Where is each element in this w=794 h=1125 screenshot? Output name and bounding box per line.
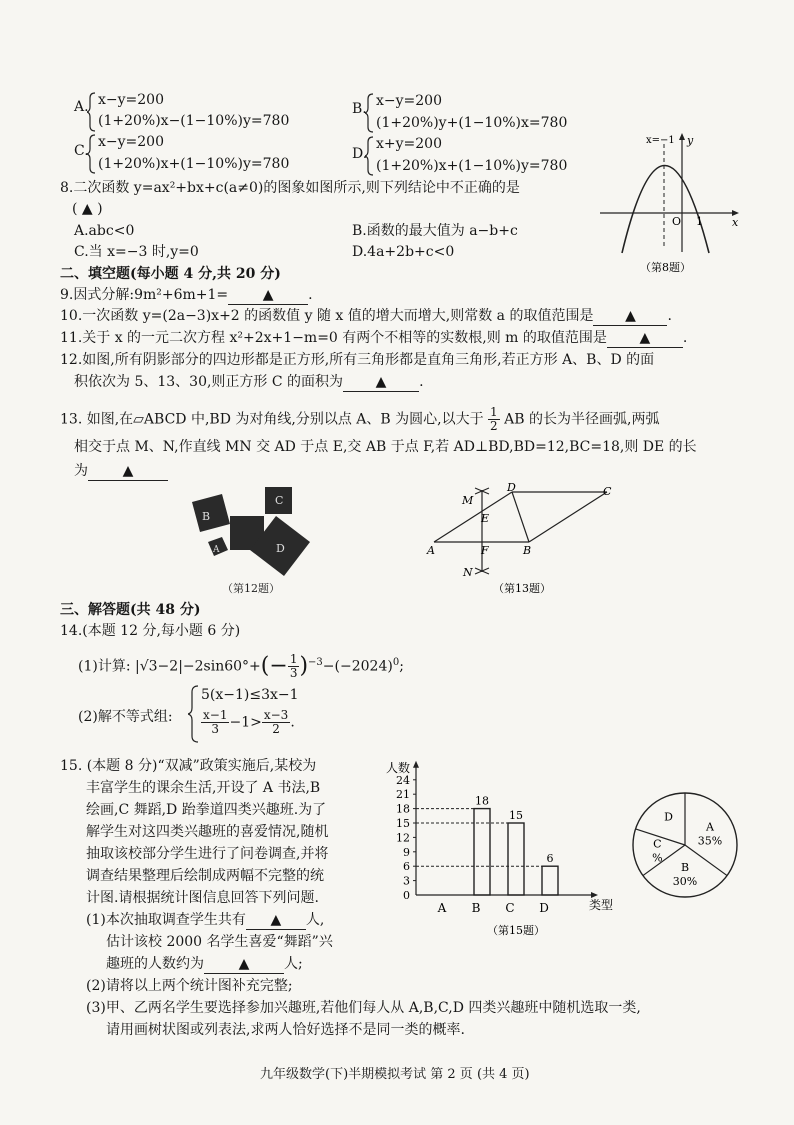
q8-option-c: C.当 x=−3 时,y=0 (74, 244, 199, 260)
bar-category-label: B (471, 901, 481, 915)
q13-line2: 相交于点 M、N,作直线 MN 交 AD 于点 E,交 AB 于点 F,若 AD⊥BD,BD=12,BC=18,则 DE 的长 (74, 439, 697, 455)
bar-ytick-label: 0 (403, 889, 410, 902)
q12-answer-mark: ▲ (375, 374, 387, 390)
label-a: A (213, 545, 220, 555)
q8-stem: 8.二次函数 y=ax²+bx+c(a≠0)的图象如图所示,则下列结论中不正确的是 (60, 180, 520, 196)
q9-stem: 9.因式分解:9m²+6m+1= (60, 287, 229, 303)
q14-title: 14.(本题 12 分,每小题 6 分) (60, 623, 241, 639)
q7-a-line1: x−y=200 (98, 92, 164, 108)
label-c: C (275, 494, 284, 507)
q12-stem-2: 积依次为 5、13、30,则正方形 C 的面积为 (74, 374, 344, 390)
pie-slice-label: D (664, 810, 673, 824)
pie-slice-boundary (643, 845, 685, 876)
q8-caption: （第8题） (640, 261, 691, 274)
q15-1-unit: 人, (305, 912, 325, 928)
q9-answer-mark: ▲ (262, 287, 274, 303)
pie-slice-percent: % (652, 851, 663, 865)
q8-option-b: B.函数的最大值为 a−b+c (352, 223, 518, 239)
q7-b-label: B. (352, 101, 367, 117)
q8-option-d: D.4a+2b+c<0 (352, 244, 455, 260)
bar-ytick-label: 6 (403, 860, 410, 874)
q11-blank (607, 329, 683, 348)
label-f: F (481, 544, 489, 557)
bar-ytick-label: 12 (396, 831, 410, 845)
label-d: D (276, 542, 285, 555)
label-e: E (481, 512, 490, 525)
q14-2-frac2-den: 2 (272, 722, 280, 736)
q10-blank (593, 307, 667, 326)
q11-answer-mark: ▲ (639, 330, 651, 346)
bar-ytick-label: 3 (403, 874, 410, 888)
bar-caption: （第15题） (487, 924, 545, 937)
q14-1-paren-close: ) (299, 653, 309, 679)
label-c: C (603, 485, 612, 498)
q7-a-line2: (1+20%)x−(1−10%)y=780 (98, 113, 290, 129)
q13-frac-den: 2 (490, 419, 498, 433)
q12-period: . (419, 374, 424, 390)
q8-y-label: y (687, 134, 694, 147)
q15-1-unit-2: 人; (284, 956, 303, 972)
q15-bar-chart (366, 750, 616, 940)
q13-stem-1b: AB 的长为半径画弧,两弧 (504, 411, 660, 428)
q15-part3-line2: 请用画树状图或列表法,求两人恰好选择不是同一类的概率. (106, 1022, 465, 1038)
q8-xline-label: x=−1 (646, 135, 675, 146)
q14-2-frac2 (262, 709, 290, 736)
side-cb (529, 492, 607, 542)
pie-slice-label: C (653, 837, 662, 851)
bar-ytick-label: 18 (396, 802, 410, 816)
pie-slice-percent: 35% (697, 834, 723, 848)
q14-1-exponent: −3 (308, 656, 323, 668)
bar-ytick-label: 21 (396, 788, 410, 802)
q11-text (60, 329, 687, 348)
bar-mark (508, 823, 524, 895)
label-m: M (462, 494, 474, 507)
q15-line2: 丰富学生的课余生活,开设了 A 书法,B (86, 780, 321, 796)
label-b: B (523, 544, 532, 557)
q15-part2: (2)请将以上两个统计图补充完整; (86, 978, 293, 994)
q13-answer-mark: ▲ (122, 463, 134, 479)
q13-stem-3: 为 (74, 463, 88, 479)
q13-figure (425, 482, 630, 597)
q7-a-label: A. (74, 99, 89, 115)
q7-c-line2: (1+20%)x+(1−10%)y=780 (98, 156, 290, 172)
q7-c-brace (87, 134, 97, 174)
page-footer: 九年级数学(下)半期模拟考试 第 2 页 (共 4 页) (260, 1067, 530, 1082)
q13-line3 (74, 462, 168, 481)
q7-b-line2: (1+20%)y+(1−10%)x=780 (376, 115, 568, 131)
q15-line4: 解学生对这四类兴趣班的喜爱情况,随机 (86, 824, 329, 840)
bar-ytick-label: 15 (396, 817, 410, 830)
q10-stem: 10.一次函数 y=(2a−3)x+2 的函数值 y 随 x 值的增大而增大,则常数 a 的取值范围是 (60, 308, 594, 324)
q7-d-brace (365, 136, 375, 176)
q8-x-label: x (732, 216, 739, 229)
bar-ytick-label: 9 (403, 845, 410, 859)
q7-c-label: C. (74, 143, 89, 159)
q8-origin-label: O (672, 215, 682, 228)
bar-mark (474, 809, 490, 895)
q13-line1 (60, 406, 659, 433)
q13-frac-num: 1 (490, 405, 498, 419)
q15-line6: 调查结果整理后绘制成两幅不完整的统 (86, 868, 324, 884)
q14-2-line1: 5(x−1)≤3x−1 (201, 687, 299, 703)
q12-line2 (74, 373, 424, 392)
q8-y-arrow (679, 133, 685, 140)
q9-text (60, 286, 313, 305)
section3-title: 三、解答题(共 48 分) (60, 602, 201, 618)
bar-y-label: 人数 (386, 760, 411, 775)
q8-one-label: 1 (696, 215, 703, 228)
q15-part1-b: 估计该校 2000 名学生喜爱“舞蹈”兴 (106, 934, 333, 950)
label-a: A (427, 544, 435, 557)
bar-ytick-label: 24 (396, 773, 410, 787)
bar-value-label: 18 (475, 794, 489, 808)
q15-1-answer-mark-2: ▲ (238, 956, 250, 972)
pie-slice-boundary (685, 845, 727, 876)
q15-line1: 15. (本题 8 分)“双减”政策实施后,某校为 (60, 758, 317, 774)
q15-pie-chart (620, 790, 750, 900)
q13-caption: （第13题） (493, 582, 551, 595)
pie-slice-label: B (680, 861, 690, 874)
q7-d-line2: (1+20%)x+(1−10%)y=780 (376, 158, 568, 174)
q12-caption: （第12题） (222, 582, 280, 595)
q10-text (60, 307, 672, 326)
q13-fraction (488, 406, 500, 433)
q14-2-frac1 (201, 709, 229, 736)
q10-period: . (667, 308, 672, 324)
q10-answer-mark: ▲ (625, 308, 636, 324)
q7-d-line1: x+y=200 (376, 136, 442, 152)
q14-2-mid: −1> (229, 714, 262, 731)
q14-1-end: ; (399, 658, 404, 675)
q14-1-fraction (288, 653, 300, 680)
q14-1-paren-open: (− (260, 653, 288, 679)
q15-line5: 抽取该校部分学生进行了问卷调查,并将 (86, 846, 329, 862)
q14-1-expr-a: |√3−2|−2sin60°+ (135, 658, 261, 675)
pie-slice-label: A (705, 820, 714, 834)
bar-category-label: C (505, 901, 515, 915)
q14-2-frac1-den: 3 (211, 722, 220, 736)
q11-period: . (682, 330, 688, 346)
diagonal-bd (512, 492, 529, 542)
q14-2-end: . (290, 714, 295, 731)
q12-blank (343, 373, 419, 392)
q8-option-a: A.abc<0 (74, 223, 135, 239)
q14-2-brace (188, 685, 200, 743)
q12-figure (180, 482, 340, 597)
label-d: D (507, 482, 516, 494)
q15-line7: 计图.请根据统计图信息回答下列问题. (86, 890, 319, 906)
q14-1-frac-den: 3 (289, 666, 298, 680)
q14-1-frac-num: 1 (289, 652, 298, 666)
bar-category-label: D (539, 901, 549, 915)
label-n: N (463, 566, 473, 579)
square-b (192, 494, 230, 532)
q13-stem-1a: 13. 如图,在▱ABCD 中,BD 为对角线,分别以点 A、B 为圆心,以大于 (60, 411, 484, 428)
q14-2-frac1-num: x−1 (203, 708, 228, 722)
q14-1-exponent-2: 0 (392, 656, 400, 668)
q9-blank (228, 286, 308, 305)
q14-2-label: (2)解不等式组: (78, 709, 173, 725)
q12-line1: 12.如图,所有阴影部分的四边形都是正方形,所有三角形都是直角三角形,若正方形 A、B、D 的面 (60, 352, 655, 368)
label-b: B (202, 510, 211, 523)
q9-period: . (308, 287, 313, 303)
q15-1-stem: (1)本次抽取调查学生共有 (86, 912, 246, 928)
q15-part1-a (86, 911, 324, 930)
q14-1-label: (1)计算: (78, 658, 131, 675)
q15-part3-line1: (3)甲、乙两名学生要选择参加兴趣班,若他们每人从 A,B,C,D 四类兴趣班中随机选取一类, (86, 1000, 641, 1016)
q14-2-line2 (201, 709, 295, 736)
bar-value-label: 6 (546, 852, 554, 866)
pie-slice-percent: 30% (672, 875, 698, 888)
q15-1-blank-1 (246, 911, 306, 930)
q7-a-brace (87, 92, 97, 132)
bar-x-label: 类型 (589, 898, 614, 912)
q7-b-brace (365, 93, 375, 133)
q15-1-stem-2: 趣班的人数约为 (106, 956, 204, 972)
q14-part1 (78, 653, 404, 680)
q8-figure (594, 128, 744, 276)
q8-answer: ( ▲ ) (72, 201, 103, 217)
q13-blank (88, 462, 168, 481)
bar-value-label: 15 (509, 809, 523, 822)
q8-parabola (622, 166, 709, 254)
section2-title: 二、填空题(每小题 4 分,共 20 分) (60, 266, 281, 282)
bar-category-label: A (437, 901, 447, 915)
bar-mark (542, 866, 558, 895)
q14-1-expr-b: −(−2024) (322, 658, 393, 675)
q14-2-frac2-num: x−3 (263, 708, 289, 722)
q7-b-line1: x−y=200 (376, 93, 442, 109)
q7-d-label: D. (352, 146, 368, 162)
q15-1-blank-2 (204, 955, 284, 974)
q11-stem: 11.关于 x 的一元二次方程 x²+2x+1−m=0 有两个不相等的实数根,则 m 的取值范围是 (60, 330, 607, 346)
bar-y-arrow (413, 761, 419, 768)
q15-line3: 绘画,C 舞蹈,D 跆拳道四类兴趣班.为了 (86, 802, 327, 818)
q15-part1-c (106, 955, 303, 974)
q7-c-line1: x−y=200 (98, 134, 164, 150)
q15-1-answer-mark-1: ▲ (270, 912, 282, 928)
